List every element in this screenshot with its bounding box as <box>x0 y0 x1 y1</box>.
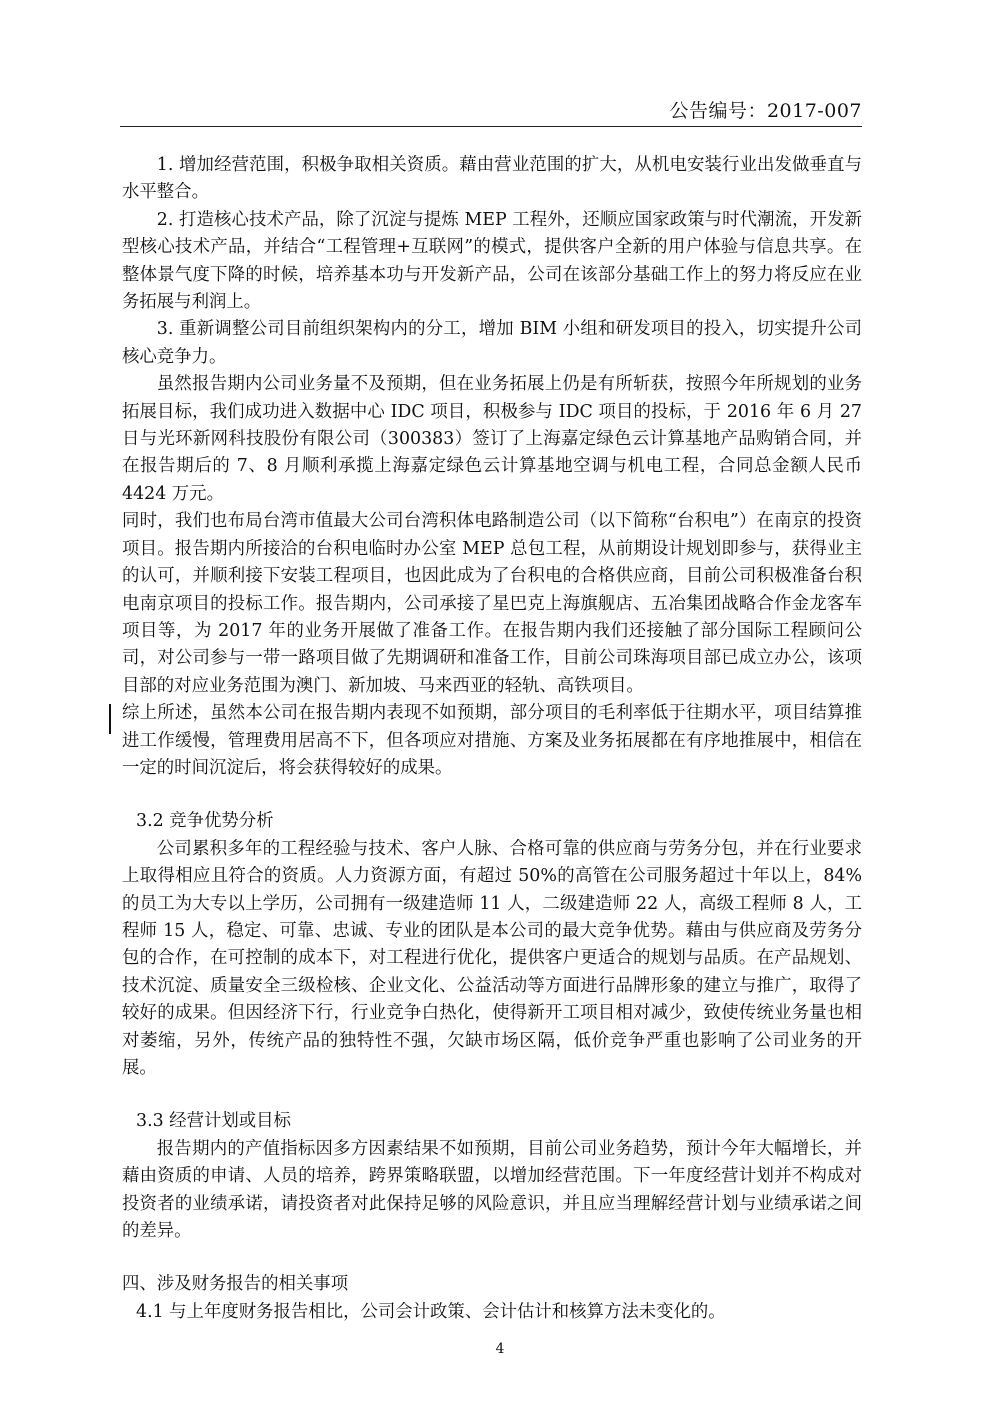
spacer <box>122 1245 862 1271</box>
section-item-4-1: 4.1 与上年度财务报告相比，公司会计政策、会计估计和核算方法未变化的。 <box>136 1301 726 1322</box>
section-body-3-3: 报告期内的产值指标因多方因素结果不如预期，目前公司业务趋势，预计今年大幅增长，并藉由资质的申请、人员的培养，跨界策略联盟，以增加经营范围。下一年度经营计划并不构成对投资者的业绩承诺，请投资者对此保持足够的风险意识，并且应当理解经营计划与业绩承诺之间的差异。 <box>122 1138 862 1242</box>
paragraph-point-3: 3. 重新调整公司目前组织架构内的分工，增加 BIM 小组和研发项目的投入，切实提升公司核心竞争力。 <box>122 319 862 367</box>
document-body <box>122 152 862 1326</box>
section-body-3-2: 公司累积多年的工程经验与技术、客户人脉、合格可靠的供应商与劳务分包，并在行业要求上取得相应且符合的资质。人力资源方面，有超过 50%的高管在公司服务超过十年以上，84%的员工为大专以上学历，公司拥有一级建造师 11 人，二级建造师 22 人，高级工程师 8 人，工程师 15 人，稳定、可靠、忠诚、专业的团队是本公司的最大竞争优势。藉由与供应商及劳务分包的合作，在可控制的成本下，对工程进行优化，提供客户更适合的规划与品质。在产品规划、技术沉淀、质量安全三级检核、企业文化、公益活动等方面进行品牌形象的建立与推广，取得了较好的成果。但因经济下行，行业竞争白热化，使得新开工项目相对减少，致使传统业务量也相对萎缩，另外，传统产品的独特性不强，欠缺市场区隔，低价竞争严重也影响了公司业务的开展。 <box>122 838 862 1078</box>
spacer <box>122 1082 862 1108</box>
section-heading-3-2: 3.2 竞争优势分析 <box>136 811 274 832</box>
paragraph-tsmc-projects: 同时，我们也布局台湾市值最大公司台湾积体电路制造公司（以下简称“台积电”）在南京的投资项目。报告期内所接洽的台积电临时办公室 MEP 总包工程，从前期设计规划即参与，获得业主的认可，并顺利接下安装工程项目，也因此成为了台积电的合格供应商，目前公司积极准备台积电南京项目的投标工作。报告期内，公司承接了星巴克上海旗舰店、五冶集团战略合作金龙客车项目等，为 2017 年的业务开展做了准备工作。在报告期内我们还接触了部分国际工程顾问公司，对公司参与一带一路项目做了先期调研和准备工作，目前公司珠海项目部已成立办公，该项目部的对应业务范围为澳门、新加坡、马来西亚的轻轨、高铁项目。 <box>122 511 862 696</box>
page-number: 4 <box>495 1341 505 1357</box>
paragraph-business-expansion: 虽然报告期内公司业务量不及预期，但在业务拓展上仍是有所斩获，按照今年所规划的业务拓展目标，我们成功进入数据中心 IDC 项目，积极参与 IDC 项目的投标，于 2016 年 6 月 27 日与光环新网科技股份有限公司（300383）签订了上海嘉定绿色云计算基地产品购销合同，并在报告期后的 7、8 月顺利承揽上海嘉定绿色云计算基地空调与机电工程，合同总金额人民币 4424 万元。 <box>122 374 862 504</box>
revision-marker-bar <box>109 704 111 734</box>
paragraph-point-2: 2. 打造核心技术产品，除了沉淀与提炼 MEP 工程外，还顺应国家政策与时代潮流，开发新型核心技术产品，并结合“工程管理+互联网”的模式，提供客户全新的用户体验与信息共享。在整体景气度下降的时候，培养基本功与开发新产品，公司在该部分基础工作上的努力将反应在业务拓展与利润上。 <box>122 209 862 313</box>
section-heading-4: 四、涉及财务报告的相关事项 <box>122 1274 349 1295</box>
spacer <box>122 782 862 808</box>
paragraph-summary: 综上所述，虽然本公司在报告期内表现不如预期，部分项目的毛利率低于往期水平，项目结算推进工作缓慢，管理费用居高不下，但各项应对措施、方案及业务拓展都在有序地推展中，相信在一定的时间沉淀后，将会获得较好的成果。 <box>122 703 862 778</box>
announcement-number: 公告编号：2017-007 <box>669 100 862 122</box>
paragraph-point-1: 1. 增加经营范围，积极争取相关资质。藉由营业范围的扩大，从机电安装行业出发做垂直与水平整合。 <box>122 155 862 203</box>
section-heading-3-3: 3.3 经营计划或目标 <box>136 1111 291 1132</box>
header-divider <box>120 126 862 127</box>
